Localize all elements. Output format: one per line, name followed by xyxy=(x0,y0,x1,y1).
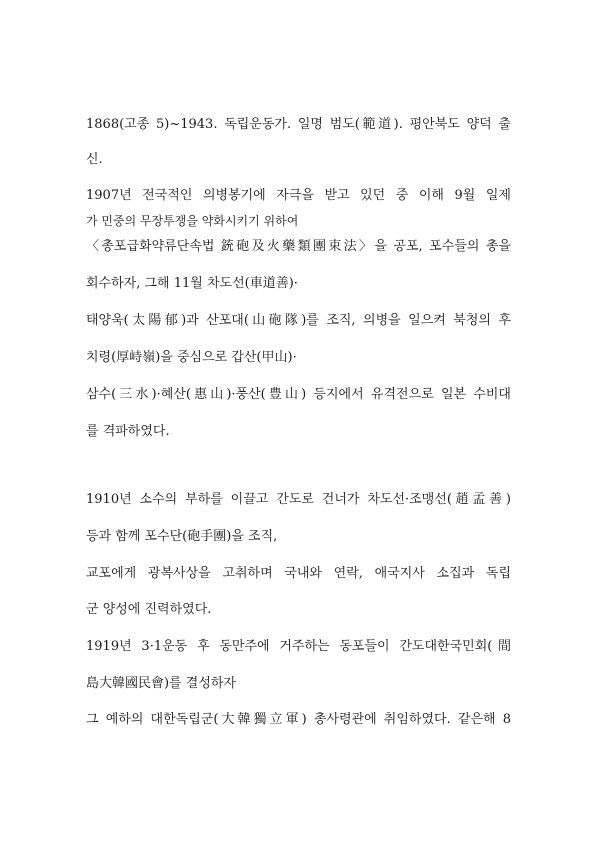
text-line-17: 그 예하의 대한독립군(大韓獨立軍) 총사령관에 취임하였다. 같은해 8 xyxy=(86,712,511,727)
text-line-2: 신. xyxy=(86,152,103,167)
text-line-3: 1907년 전국적인 의병봉기에 자극을 받고 있던 중 이해 9월 일제 xyxy=(86,188,511,203)
text-line-14: 군 양성에 진력하였다. xyxy=(86,602,212,617)
text-line-16: 島大韓國民會)를 결성하자 xyxy=(86,676,236,691)
text-line-5: 〈총포급화약류단속법 銃砲及火藥類團束法〉을 공포, 포수들의 총을 xyxy=(86,239,511,254)
text-line-11: 1910년 소수의 부하를 이끌고 간도로 건너가 차도선·조맹선(趙孟善) xyxy=(86,492,511,507)
text-line-13: 교포에게 광복사상을 고취하며 국내와 연락, 애국지사 소집과 독립 xyxy=(86,566,511,581)
text-line-7: 태양욱(太陽郁)과 산포대(山砲隊)를 조직, 의병을 일으켜 북청의 후 xyxy=(86,313,511,328)
text-line-12: 등과 함께 포수단(砲手團)을 조직, xyxy=(86,529,278,544)
text-line-9: 삼수(三水)·혜산(惠山)·풍산(豊山) 등지에서 유격전으로 일본 수비대 xyxy=(86,387,511,402)
text-line-6: 회수하자, 그해 11월 차도선(車道善)· xyxy=(86,276,298,291)
text-line-8: 치령(厚峙嶺)을 중심으로 갑산(甲山)· xyxy=(86,350,297,365)
text-line-4: 가 민중의 무장투쟁을 약화시키기 위하여 xyxy=(86,214,299,228)
text-line-10: 를 격파하였다. xyxy=(86,424,170,439)
text-line-1: 1868(고종 5)~1943. 독립운동가. 일명 범도(範道). 평안북도 양덕 출 xyxy=(86,117,511,132)
text-line-15: 1919년 3·1운동 후 동만주에 거주하는 동포들이 간도대한국민회(間 xyxy=(86,639,511,654)
